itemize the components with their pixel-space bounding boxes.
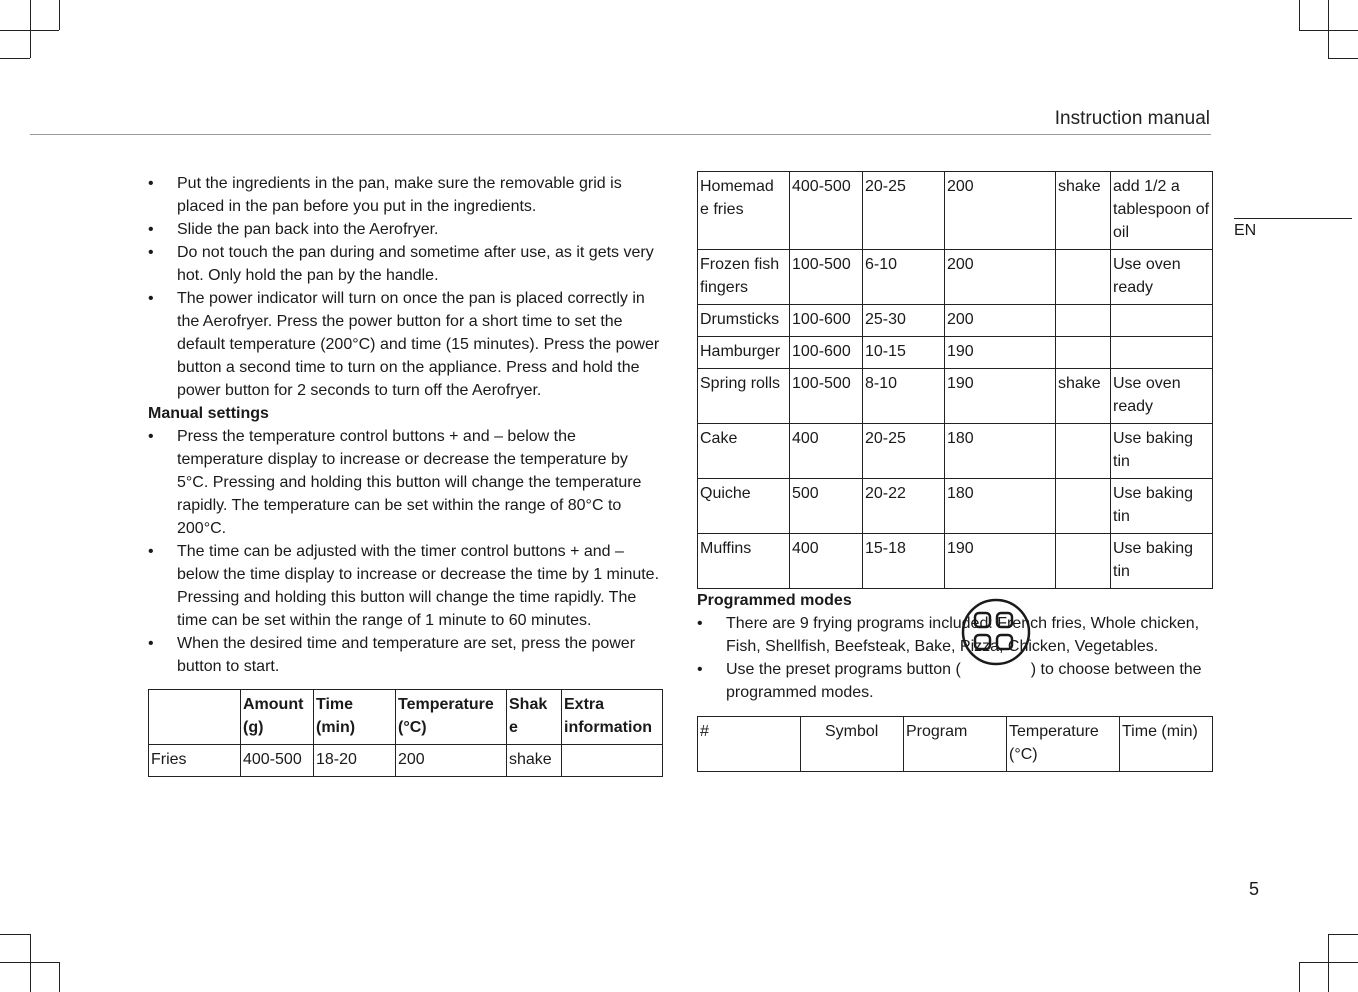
table-cell: Drumsticks: [698, 305, 790, 337]
table-cell: 400: [790, 424, 863, 479]
table-header-cell: Time (min): [314, 690, 396, 745]
table-cell: [1056, 305, 1111, 337]
table-header-cell: Extra information: [562, 690, 663, 745]
table-cell: shake: [1056, 172, 1111, 250]
preset-text-before: Use the preset programs button (: [726, 661, 961, 678]
list-item: • Slide the pan back into the Aerofryer.: [148, 218, 663, 241]
table-cell: 200: [945, 250, 1056, 305]
table-cell: shake: [1056, 369, 1111, 424]
list-item: • The time can be adjusted with the timer control buttons + and – below the time display to increase or decrease the time by 1 minute. Pressing and holding this button will change the time rapidly. The time can be set within the range of 1 minute to 60 minutes.: [148, 540, 663, 632]
crop-mark: [1328, 0, 1329, 58]
table-cell: [1056, 250, 1111, 305]
manual-settings-heading: Manual settings: [148, 405, 269, 422]
table-row: [698, 305, 1213, 337]
table-row: [149, 745, 663, 777]
crop-mark: [0, 58, 30, 59]
crop-mark: [0, 962, 59, 963]
table-cell: 100-500: [790, 369, 863, 424]
table-cell: Hamburger: [698, 337, 790, 369]
table-cell: 25-30: [863, 305, 945, 337]
header-divider: [30, 134, 1211, 135]
crop-mark: [1328, 934, 1329, 992]
programmed-modes-heading: Programmed modes: [697, 592, 852, 609]
programmed-modes-list: [697, 612, 1212, 704]
table-header-row: [698, 717, 1213, 772]
manual-settings-list: [148, 425, 663, 678]
table-cell: 100-500: [790, 250, 863, 305]
page-number: 5: [1249, 879, 1260, 899]
table-row: [698, 479, 1213, 534]
table-row: [698, 172, 1213, 250]
crop-mark: [59, 0, 60, 30]
table-cell: 400-500: [790, 172, 863, 250]
table-cell: [1056, 424, 1111, 479]
table-row: [698, 424, 1213, 479]
crop-mark: [1299, 0, 1300, 30]
table-row: [698, 250, 1213, 305]
table-cell: Cake: [698, 424, 790, 479]
table-cell: 200: [945, 305, 1056, 337]
table-cell: 200: [396, 745, 507, 777]
table-cell: Fries: [149, 745, 241, 777]
crop-mark: [30, 934, 31, 992]
table-cell: shake: [507, 745, 562, 777]
table-cell: 20-25: [863, 172, 945, 250]
table-cell: Frozen fish fingers: [698, 250, 790, 305]
instruction-list: [148, 172, 663, 402]
table-header-cell: Program: [904, 717, 1007, 772]
table-cell: [1056, 337, 1111, 369]
cooking-table-part2: [697, 171, 1213, 589]
table-row: [698, 337, 1213, 369]
table-cell: 100-600: [790, 305, 863, 337]
table-cell: [1056, 479, 1111, 534]
table-cell: Spring rolls: [698, 369, 790, 424]
table-row: [698, 534, 1213, 589]
table-cell: 100-600: [790, 337, 863, 369]
table-header-cell: [149, 690, 241, 745]
list-item: • There are 9 frying programs included: French fries, Whole chicken, Fish, Shellfish, Beefsteak, Bake, Pizza, Chicken, Vegetables.: [697, 612, 1212, 658]
table-cell: 400: [790, 534, 863, 589]
crop-mark: [1299, 962, 1300, 992]
table-cell: [1111, 305, 1213, 337]
table-header-cell: Temperature (°C): [396, 690, 507, 745]
table-cell: 8-10: [863, 369, 945, 424]
table-header-row: [149, 690, 663, 745]
table-header-cell: Shak e: [507, 690, 562, 745]
table-cell: Use oven ready: [1111, 369, 1213, 424]
table-cell: 6-10: [863, 250, 945, 305]
crop-mark: [0, 934, 30, 935]
right-column: [697, 171, 1212, 772]
table-header-cell: #: [698, 717, 801, 772]
table-cell: 15-18: [863, 534, 945, 589]
table-cell: 190: [945, 534, 1056, 589]
table-header-cell: Amount (g): [241, 690, 314, 745]
list-item: • When the desired time and temperature are set, press the power button to start.: [148, 632, 663, 678]
language-tag: EN: [1234, 222, 1257, 239]
crop-mark: [0, 30, 59, 31]
table-cell: Quiche: [698, 479, 790, 534]
table-cell: 400-500: [241, 745, 314, 777]
list-item: • The power indicator will turn on once the pan is placed correctly in the Aerofryer. Press the power button for a short time to set the default temperature (200°C) and time (15 minutes). Press the power button a second time to turn on the appliance. Press and hold the power button for 2 seconds to turn off the Aerofryer.: [148, 287, 663, 402]
table-cell: Use baking tin: [1111, 534, 1213, 589]
cooking-table-part1: [148, 689, 663, 777]
crop-mark: [1328, 58, 1358, 59]
table-cell: [562, 745, 663, 777]
table-cell: 500: [790, 479, 863, 534]
preset-text-after: ) to choose between the programmed modes.: [726, 661, 1202, 701]
list-item: • Press the temperature control buttons + and – below the temperature display to increase or decrease the temperature by 5°C. Pressing and holding this button will change the temperature rapidly. The temperature can be set within the range of 80°C to 200°C.: [148, 425, 663, 540]
crop-mark: [1299, 30, 1358, 31]
programs-table: [697, 716, 1213, 772]
list-item: • Do not touch the pan during and sometime after use, as it gets very hot. Only hold the pan by the handle.: [148, 241, 663, 287]
table-cell: 20-22: [863, 479, 945, 534]
table-cell: Use baking tin: [1111, 424, 1213, 479]
table-cell: Use oven ready: [1111, 250, 1213, 305]
list-item: • Put the ingredients in the pan, make sure the removable grid is placed in the pan before you put in the ingredients.: [148, 172, 663, 218]
table-cell: 180: [945, 479, 1056, 534]
page-header-title: Instruction manual: [1054, 108, 1210, 129]
table-cell: 18-20: [314, 745, 396, 777]
list-item: [697, 658, 1212, 704]
table-header-cell: Time (min): [1120, 717, 1213, 772]
table-cell: Use baking tin: [1111, 479, 1213, 534]
crop-mark: [1299, 962, 1358, 963]
table-cell: 20-25: [863, 424, 945, 479]
table-cell: add 1/2 a tablespoon of oil: [1111, 172, 1213, 250]
table-cell: 180: [945, 424, 1056, 479]
table-header-cell: Temperature (°C): [1007, 717, 1120, 772]
four-squares-in-circle-icon: [961, 658, 1031, 681]
crop-mark: [30, 0, 31, 58]
table-cell: Muffins: [698, 534, 790, 589]
crop-mark: [1328, 934, 1358, 935]
table-cell: 190: [945, 369, 1056, 424]
table-row: [698, 369, 1213, 424]
crop-mark: [59, 962, 60, 992]
table-cell: 10-15: [863, 337, 945, 369]
table-cell: 190: [945, 337, 1056, 369]
table-cell: [1111, 337, 1213, 369]
table-cell: 200: [945, 172, 1056, 250]
table-header-cell: Symbol: [801, 717, 904, 772]
table-cell: Homemad e fries: [698, 172, 790, 250]
table-cell: [1056, 534, 1111, 589]
left-column: [148, 172, 663, 777]
